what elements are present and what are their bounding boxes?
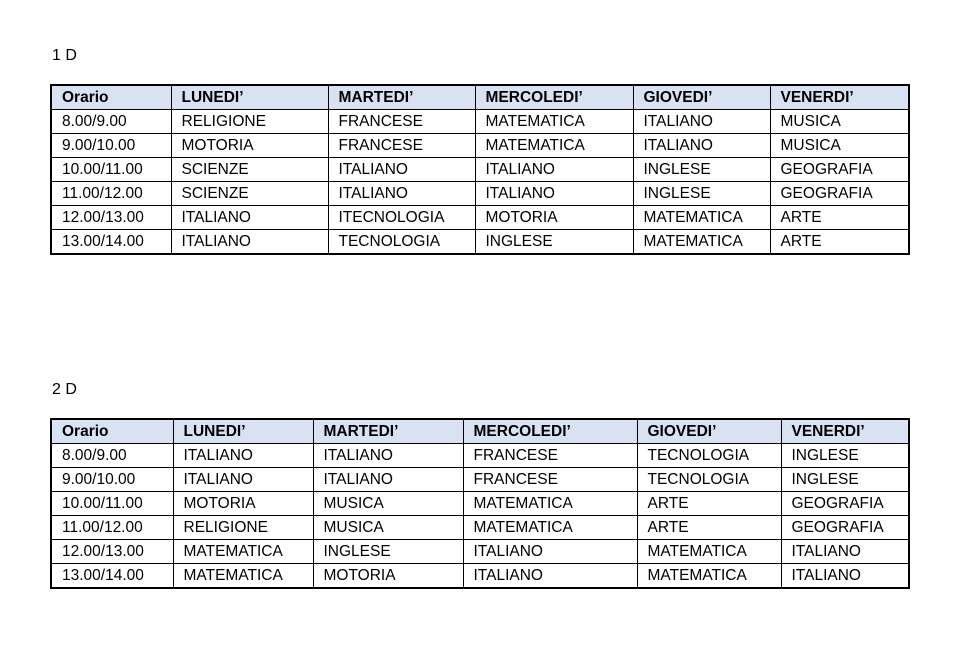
subject-cell: INGLESE [781,444,909,468]
subject-cell: MATEMATICA [463,516,637,540]
subject-cell: TECNOLOGIA [328,230,475,255]
column-header-day: GIOVEDI’ [633,85,770,110]
subject-cell: SCIENZE [171,158,328,182]
subject-cell: MUSICA [313,516,463,540]
subject-cell: SCIENZE [171,182,328,206]
subject-cell: MATEMATICA [475,110,633,134]
subject-cell: MOTORIA [171,134,328,158]
subject-cell: ITALIANO [173,468,313,492]
column-header-orario: Orario [51,419,173,444]
subject-cell: ITALIANO [633,134,770,158]
subject-cell: MUSICA [313,492,463,516]
table-row [51,182,909,206]
column-header-orario: Orario [51,85,171,110]
subject-cell: RELIGIONE [173,516,313,540]
subject-cell: GEOGRAFIA [770,182,909,206]
time-slot-cell: 12.00/13.00 [51,540,173,564]
time-slot-cell: 11.00/12.00 [51,182,171,206]
table-row [51,206,909,230]
subject-cell: TECNOLOGIA [637,468,781,492]
column-header-day: MERCOLEDI’ [463,419,637,444]
timetable-2d [50,418,910,589]
table-row [51,564,909,589]
subject-cell: MATEMATICA [633,206,770,230]
subject-cell: MATEMATICA [173,540,313,564]
table-row [51,158,909,182]
table-row [51,468,909,492]
subject-cell: ITALIANO [633,110,770,134]
subject-cell: FRANCESE [328,110,475,134]
column-header-day: MARTEDI’ [328,85,475,110]
time-slot-cell: 12.00/13.00 [51,206,171,230]
timetable-body [51,444,909,589]
column-header-day: MERCOLEDI’ [475,85,633,110]
subject-cell: MOTORIA [475,206,633,230]
subject-cell: ARTE [770,206,909,230]
header-row [51,85,909,110]
subject-cell: GEOGRAFIA [770,158,909,182]
subject-cell: ITALIANO [781,564,909,589]
subject-cell: ITALIANO [475,182,633,206]
class-title-1d: 1 D [52,47,77,64]
subject-cell: ITALIANO [171,206,328,230]
subject-cell: RELIGIONE [171,110,328,134]
column-header-day: GIOVEDI’ [637,419,781,444]
column-header-day: MARTEDI’ [313,419,463,444]
subject-cell: ITALIANO [171,230,328,255]
subject-cell: MUSICA [770,134,909,158]
timetable-header [51,85,909,110]
time-slot-cell: 9.00/10.00 [51,468,173,492]
subject-cell: ITALIANO [475,158,633,182]
subject-cell: FRANCESE [463,468,637,492]
subject-cell: INGLESE [633,182,770,206]
subject-cell: ITALIANO [313,444,463,468]
table-row [51,492,909,516]
subject-cell: MATEMATICA [475,134,633,158]
subject-cell: ARTE [637,516,781,540]
table-row [51,230,909,255]
subject-cell: FRANCESE [328,134,475,158]
timetable-header [51,419,909,444]
table-row [51,110,909,134]
subject-cell: MATEMATICA [633,230,770,255]
subject-cell: ITALIANO [313,468,463,492]
subject-cell: ITALIANO [463,540,637,564]
subject-cell: ITALIANO [328,182,475,206]
subject-cell: INGLESE [781,468,909,492]
time-slot-cell: 9.00/10.00 [51,134,171,158]
table-row [51,444,909,468]
subject-cell: GEOGRAFIA [781,516,909,540]
subject-cell: MUSICA [770,110,909,134]
subject-cell: GEOGRAFIA [781,492,909,516]
subject-cell: INGLESE [475,230,633,255]
subject-cell: INGLESE [633,158,770,182]
time-slot-cell: 13.00/14.00 [51,564,173,589]
subject-cell: TECNOLOGIA [637,444,781,468]
column-header-day: LUNEDI’ [171,85,328,110]
column-header-day: LUNEDI’ [173,419,313,444]
subject-cell: MOTORIA [313,564,463,589]
column-header-day: VENERDI’ [781,419,909,444]
table-row [51,540,909,564]
subject-cell: MATEMATICA [637,540,781,564]
table-row [51,134,909,158]
subject-cell: MOTORIA [173,492,313,516]
time-slot-cell: 8.00/9.00 [51,110,171,134]
subject-cell: ITALIANO [173,444,313,468]
time-slot-cell: 11.00/12.00 [51,516,173,540]
subject-cell: INGLESE [313,540,463,564]
subject-cell: MATEMATICA [173,564,313,589]
subject-cell: FRANCESE [463,444,637,468]
subject-cell: MATEMATICA [637,564,781,589]
table-row [51,516,909,540]
subject-cell: MATEMATICA [463,492,637,516]
time-slot-cell: 13.00/14.00 [51,230,171,255]
subject-cell: ARTE [637,492,781,516]
class-title-2d: 2 D [52,381,77,398]
time-slot-cell: 8.00/9.00 [51,444,173,468]
timetable-body [51,110,909,255]
subject-cell: ARTE [770,230,909,255]
header-row [51,419,909,444]
time-slot-cell: 10.00/11.00 [51,492,173,516]
time-slot-cell: 10.00/11.00 [51,158,171,182]
column-header-day: VENERDI’ [770,85,909,110]
subject-cell: ITALIANO [328,158,475,182]
subject-cell: ITALIANO [463,564,637,589]
subject-cell: ITALIANO [781,540,909,564]
subject-cell: ITECNOLOGIA [328,206,475,230]
timetable-1d [50,84,910,255]
